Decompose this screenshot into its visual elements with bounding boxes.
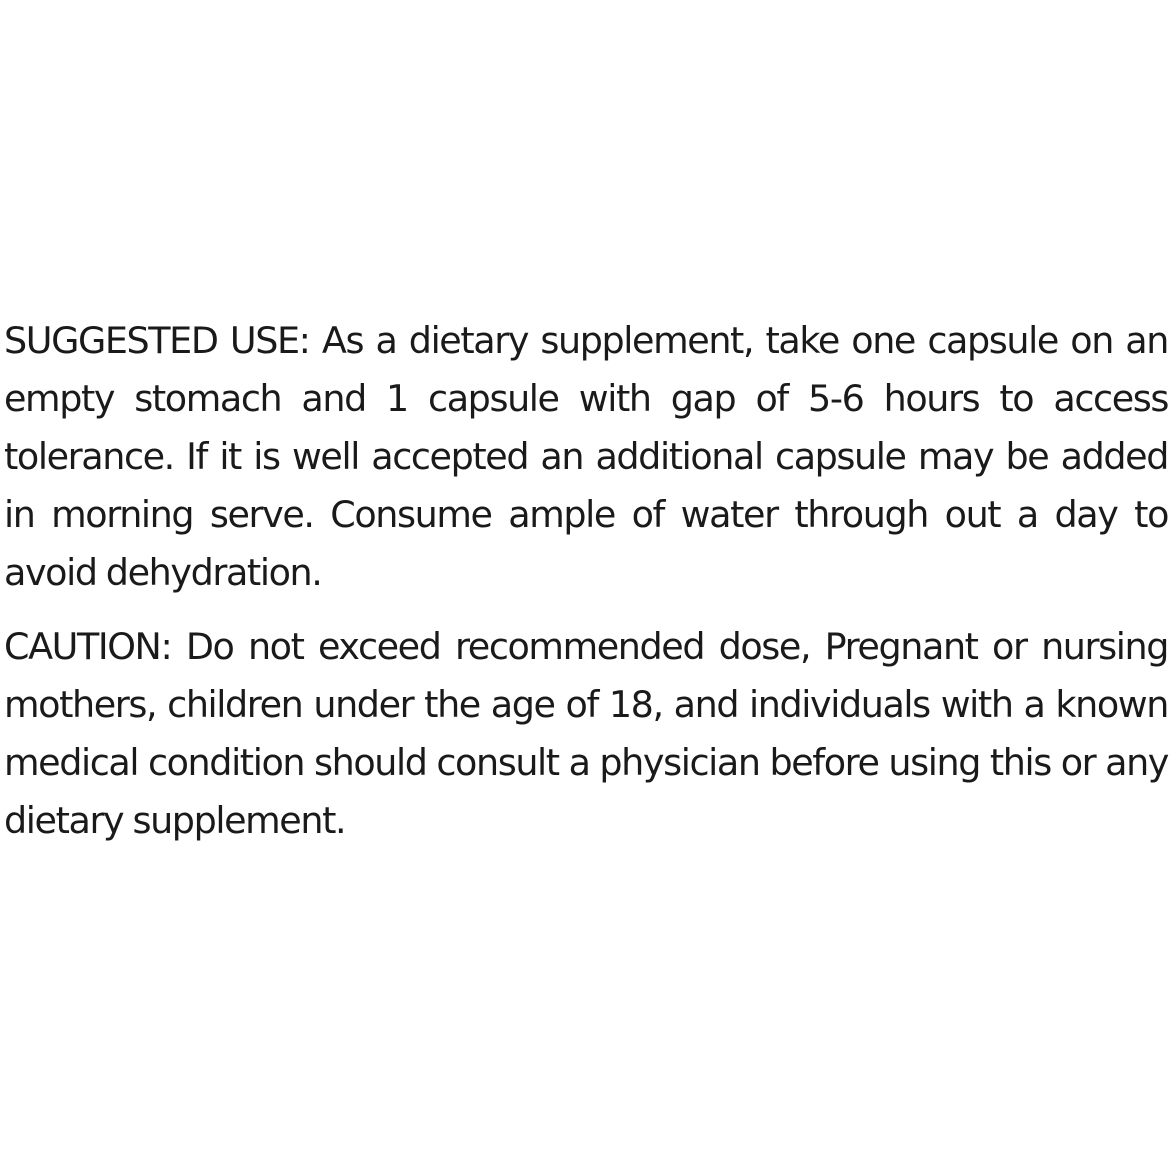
suggested-use-paragraph: SUGGESTED USE: As a dietary supplement, take one capsule on an empty stomach and 1 capsule with gap of 5-6 hours to access tolerance. If it is well accepted an additional capsule may be added in morning serve. Consume ample of water through out a day to avoid dehydration. bbox=[4, 319, 1168, 594]
label-text-block bbox=[4, 312, 1168, 850]
caution-paragraph: CAUTION: Do not exceed recommended dose, Pregnant or nursing mothers, children under the age of 18, and individuals with a known medical condition should consult a physician before using this or any dietary supplement. bbox=[4, 625, 1168, 842]
